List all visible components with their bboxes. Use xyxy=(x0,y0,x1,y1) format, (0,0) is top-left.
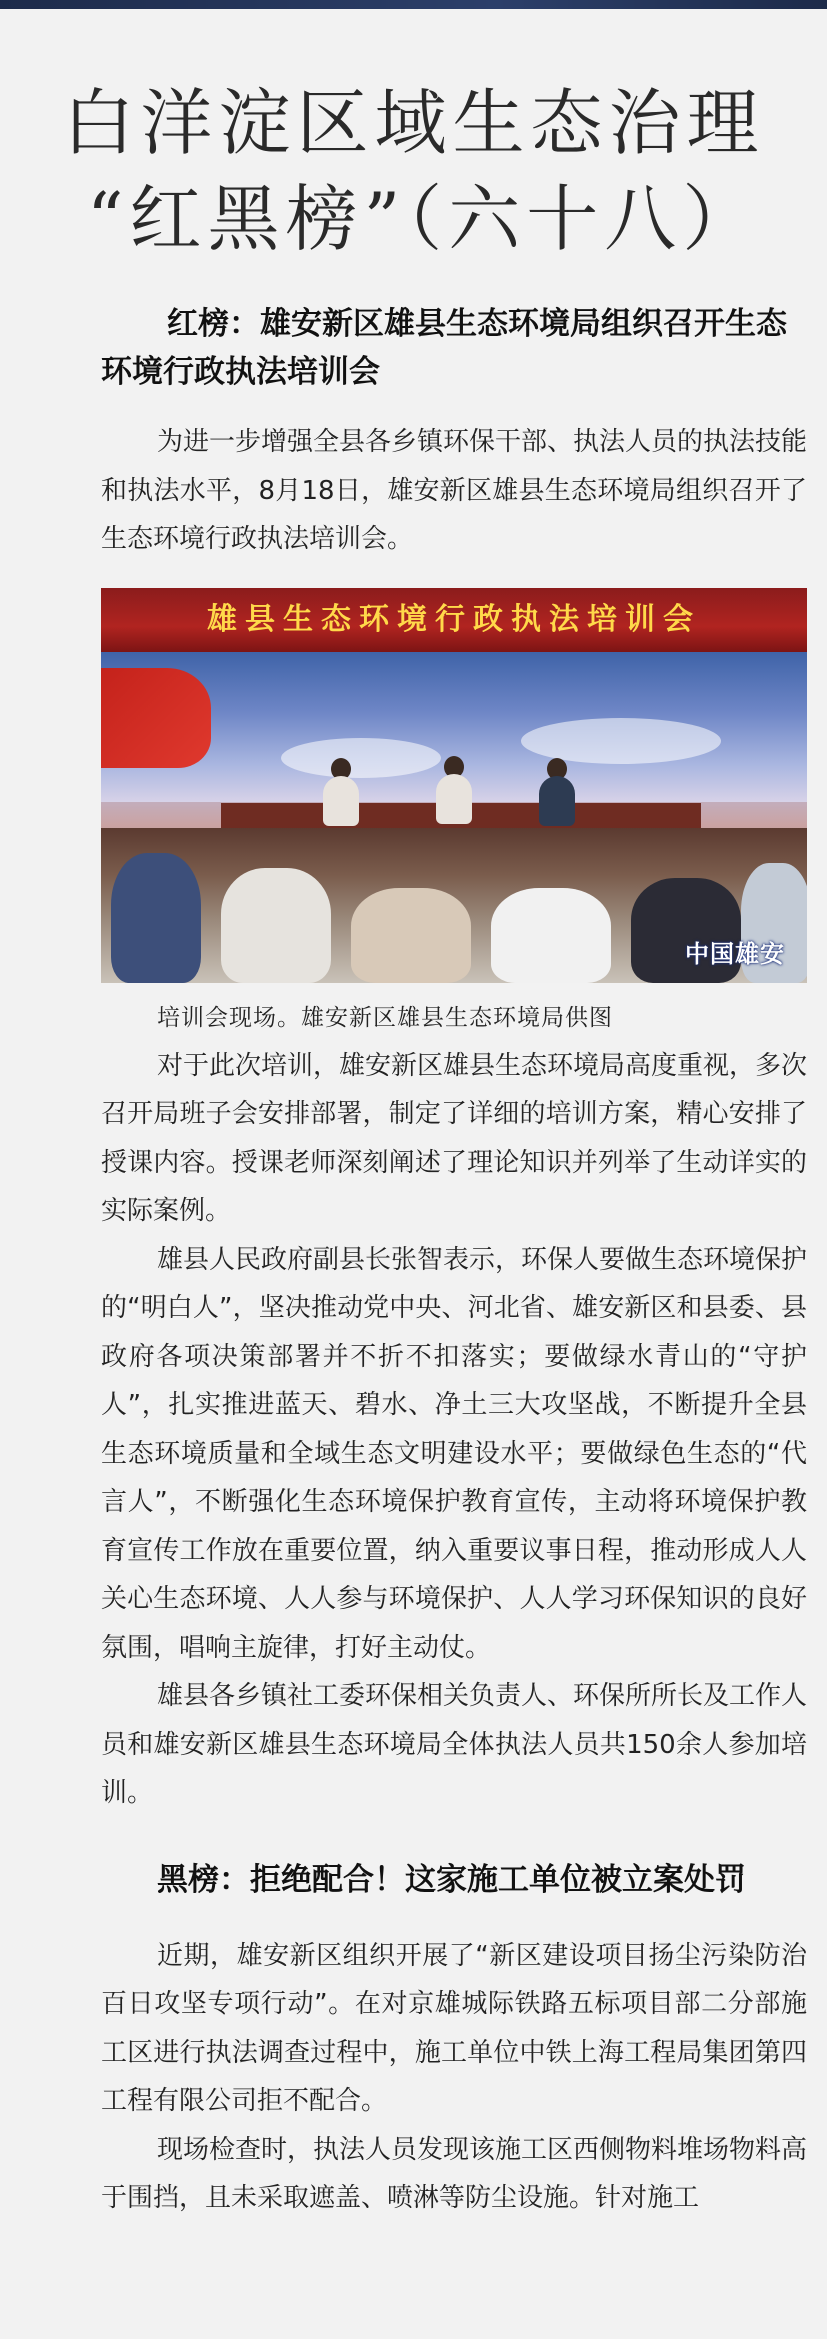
audience-member xyxy=(111,853,201,983)
training-photo xyxy=(101,588,807,983)
red-intro-paragraph: 为进一步增强全县各乡镇环保干部、执法人员的执法技能和执法水平，8月18日，雄安新区雄县生态环境局组织召开了生态环境行政执法培训会。 xyxy=(101,427,808,554)
title-line-1: 白洋淀区域生态治理 xyxy=(62,81,765,165)
black-paragraph: 近期，雄安新区组织开展了“新区建设项目扬尘污染防治百日攻坚专项行动”。在对京雄城际铁路五标项目部二分部施工区进行执法调查过程中，施工单位中铁上海工程局集团第四工程有限公司拒不配合。 xyxy=(101,1940,807,2116)
article-body xyxy=(101,300,807,2223)
black-paragraph: 现场检查时，执法人员发现该施工区西侧物料堆场物料高于围挡，且未采取遮盖、喷淋等防尘设施。针对施工 xyxy=(101,2134,808,2213)
audience-member xyxy=(221,868,331,983)
photo-watermark-logo: 中国雄安 xyxy=(685,938,785,968)
red-paragraph: 雄县各乡镇社工委环保相关负责人、环保所所长及工作人员和雄安新区雄县生态环境局全体执法人员共150余人参加培训。 xyxy=(101,1681,808,1808)
backdrop-cloud xyxy=(521,718,721,764)
audience-member xyxy=(351,888,471,983)
photo-banner: 雄县生态环境行政执法培训会 xyxy=(101,588,807,652)
page-title xyxy=(0,75,827,267)
speaker xyxy=(539,776,575,826)
speaker xyxy=(436,774,472,824)
audience-member xyxy=(491,888,611,983)
photo-caption: 培训会现场。雄安新区雄县生态环境局供图 xyxy=(157,1004,613,1031)
speaker xyxy=(323,776,359,826)
backdrop-cloud xyxy=(281,738,441,778)
black-list-heading: 黑榜：拒绝配合！这家施工单位被立案处罚 xyxy=(157,1861,746,1898)
top-accent-bar xyxy=(0,0,827,9)
red-list-heading: 红榜：雄安新区雄县生态环境局组织召开生态环境行政执法培训会 xyxy=(101,306,787,390)
red-paragraph: 雄县人民政府副县长张智表示，环保人要做生态环境保护的“明白人”，坚决推动党中央、河北省、雄安新区和县委、县政府各项决策部署并不折不扣落实；要做绿水青山的“守护人”，扎实推进蓝天、碧水、净土三大攻坚战，不断提升全县生态环境质量和全域生态文明建设水平；要做绿色生态的“代言人”，不断强化生态环境保护教育宣传，主动将环境保护教育宣传工作放在重要位置，纳入重要议事日程，推动形成人人关心生态环境、人人参与环境保护、人人学习环保知识的良好氛围，唱响主旋律，打好主动仗。 xyxy=(101,1244,808,1663)
title-line-2: “红黑榜”（六十八） xyxy=(86,177,761,261)
red-paragraph: 对于此次培训，雄安新区雄县生态环境局高度重视，多次召开局班子会安排部署，制定了详细的培训方案，精心安排了授课内容。授课老师深刻阐述了理论知识并列举了生动详实的实际案例。 xyxy=(101,1050,808,1226)
red-flag-graphic xyxy=(101,668,211,768)
